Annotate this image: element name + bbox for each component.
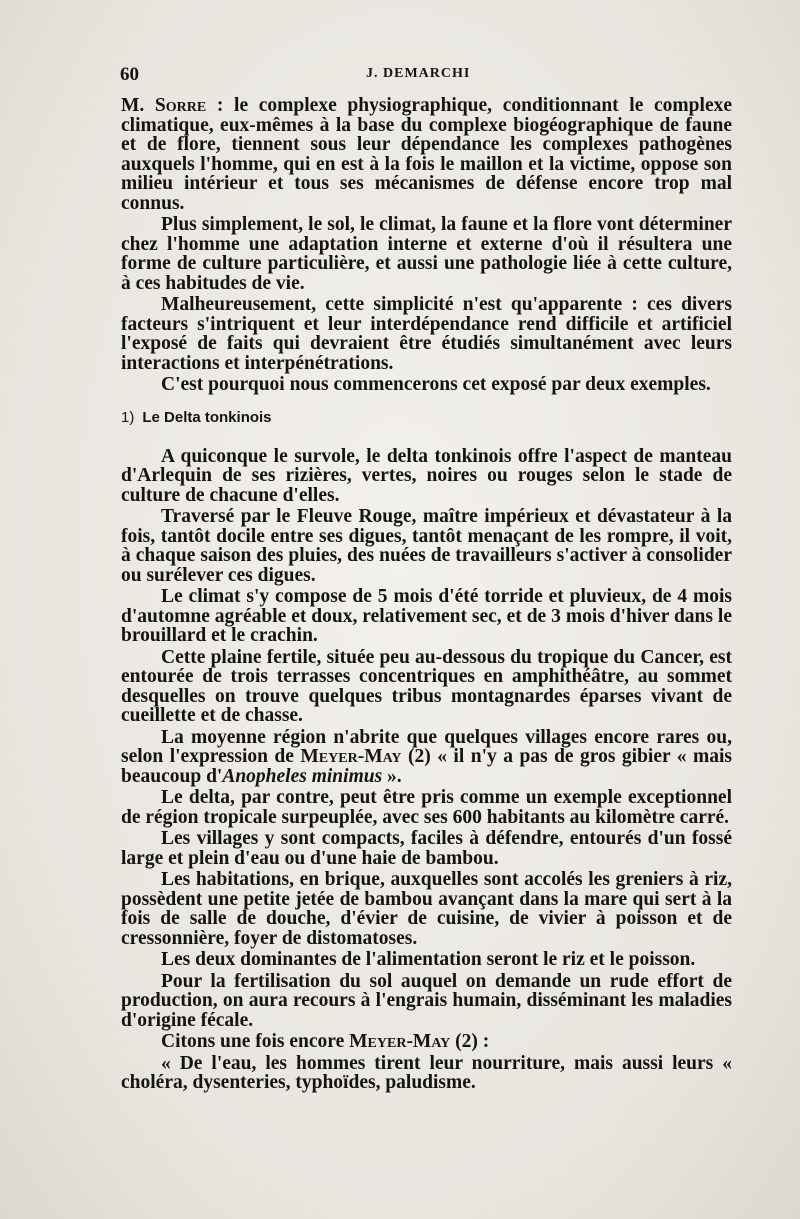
paragraph-1-text: : le complexe physiographique, conditionnant le complexe climatique, eux-mêmes à la base du complexe biogéographique de faune et de flore, tiennent sous leur dépendance les complexes pathogènes auxquels l'homme, qui en est à la fois le maillon et la victime, oppose son milieu intérieur et tous ses mécanismes de défense encore trop mal connus. — [121, 95, 733, 214]
section-paragraph-10: Pour la fertilisation du sol auquel on demande un rude effort de production, on aura recours à l'engrais humain, disséminant les maladies d'origine fécale. — [121, 970, 732, 1031]
running-title: J. DEMARCHI — [366, 66, 471, 81]
section-paragraph-1: A quiconque le survole, le delta tonkinois offre l'aspect de manteau d'Arlequin de ses rizières, vertes, noires ou rouges selon le stade de culture de chacune d'elles. — [121, 445, 732, 506]
section-paragraph-11-b: (2) : — [450, 1031, 490, 1052]
author-meyer-may-2: Meyer-May — [349, 1031, 451, 1052]
section-paragraph-5-b: (2) « il n'y a pas de gros gibier « mais beaucoup d' — [121, 746, 732, 787]
page-body — [121, 96, 732, 1093]
section-paragraph-7: Les villages y sont compacts, faciles à défendre, entourés d'un fossé large et plein d'eau ou d'une haie de bambou. — [121, 828, 732, 869]
page-header — [120, 64, 740, 88]
section-paragraph-5-a: La moyenne région n'abrite que quelques villages encore rares ou, selon l'expression de — [121, 726, 732, 767]
section-paragraph-11-a: Citons une fois encore — [161, 1031, 350, 1052]
species-name: Anopheles minimus — [222, 765, 383, 787]
section-title: Le Delta tonkinois — [142, 408, 272, 426]
section-heading — [121, 409, 732, 427]
section-paragraph-11 — [121, 1032, 732, 1052]
section-paragraph-3: Le climat s'y compose de 5 mois d'été torride et pluvieux, de 4 mois d'automne agréable et doux, relativement sec, et de 3 mois d'hiver dans le brouillard et le crachin. — [121, 586, 732, 646]
section-paragraph-9: Les deux dominantes de l'alimentation seront le riz et le poisson. — [161, 949, 696, 970]
paragraph-2: Plus simplement, le sol, le climat, la faune et la flore vont déterminer chez l'homme une adaptation interne et externe d'où il résultera une forme de culture particulière, et aussi une pathologie liée à cette culture, à ces habitudes de vie. — [121, 214, 732, 294]
paragraph-3: Malheureusement, cette simplicité n'est qu'apparente : ces divers facteurs s'intriquent et leur interdépendance rend difficile et artificiel l'exposé de faits qui devraient être étudiés simultanément avec leurs interactions et interpénétrations. — [121, 294, 732, 374]
paragraph-1 — [121, 96, 732, 213]
section-paragraph-12: « De l'eau, les hommes tirent leur nourriture, mais aussi leurs « choléra, dysenteries, typhoïdes, paludisme. — [121, 1052, 732, 1093]
section-paragraph-4: Cette plaine fertile, située peu au-dessous du tropique du Cancer, est entourée de trois terrasses concentriques en amphithéâtre, au sommet desquelles on trouve quelques tribus montagnardes éparses vivant de cueillette et de chasse. — [121, 646, 732, 726]
page-number: 60 — [120, 64, 139, 85]
author-sorre: M. Sorre — [121, 95, 207, 116]
paragraph-4: C'est pourquoi nous commencerons cet exposé par deux exemples. — [161, 374, 711, 395]
section-paragraph-2: Traversé par le Fleuve Rouge, maître impérieux et dévastateur à la fois, tantôt docile entre ses digues, tantôt menaçant de les rompre, il voit, à chaque saison des pluies, des nuées de travailleurs s'activer à consolider ou surélever ces digues. — [121, 506, 732, 586]
section-paragraph-6: Le delta, par contre, peut être pris comme un exemple exceptionnel de région tropicale surpeuplée, avec ses 600 habitants au kilomètre carré. — [121, 787, 732, 828]
section-paragraph-5-c: ». — [382, 765, 402, 787]
section-number: 1) — [121, 408, 135, 426]
author-meyer-may: Meyer-May — [300, 746, 402, 767]
section-paragraph-5 — [121, 728, 732, 787]
section-paragraph-8: Les habitations, en brique, auxquelles sont accolés les greniers à riz, possèdent une petite jetée de bambou avançant dans la mare qui sert à la fois de salle de douche, d'évier de cuisine, de vivier à poisson et de cressonnière, foyer de distomatoses. — [121, 869, 732, 949]
